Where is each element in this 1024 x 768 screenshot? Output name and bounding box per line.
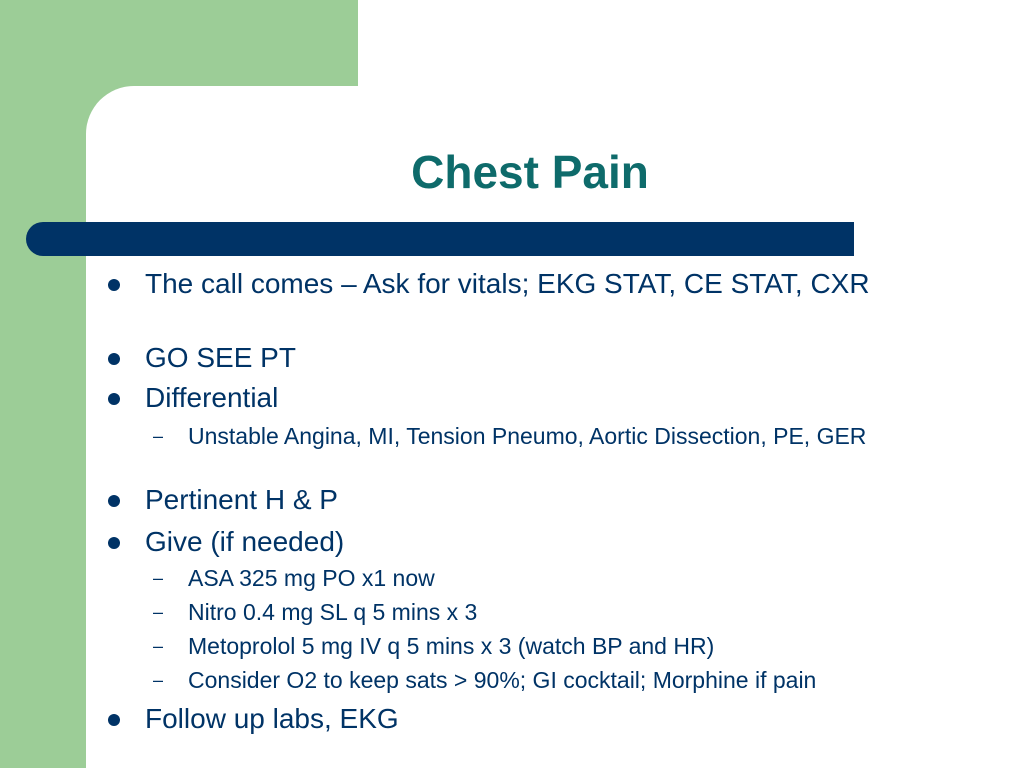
bullet-dot-icon — [108, 537, 120, 549]
bullet-dot-icon — [108, 714, 120, 726]
bullet-text: The call comes – Ask for vitals; EKG STAT, CE STAT, CXR — [145, 268, 870, 299]
sub-bullet-text: Metoprolol 5 mg IV q 5 mins x 3 (watch BP and HR) — [188, 633, 715, 659]
sub-bullet-text: Consider O2 to keep sats > 90%; GI cocktail; Morphine if pain — [188, 667, 817, 693]
sub-bullet-item — [153, 633, 988, 660]
bullet-dot-icon — [108, 393, 120, 405]
dash-icon: – — [153, 602, 164, 622]
bullet-text: Pertinent H & P — [145, 484, 338, 515]
bullet-text: Follow up labs, EKG — [145, 703, 399, 734]
bullet-dot-icon — [108, 353, 120, 365]
bullet-item — [145, 342, 975, 374]
dash-icon: – — [153, 426, 164, 446]
sub-bullet-text: Unstable Angina, MI, Tension Pneumo, Aortic Dissection, PE, GER — [188, 423, 867, 449]
bullet-text: GO SEE PT — [145, 342, 296, 373]
sub-bullet-item — [153, 667, 988, 694]
slide-title: Chest Pain — [411, 146, 649, 198]
sub-bullet-text: Nitro 0.4 mg SL q 5 mins x 3 — [188, 599, 478, 625]
bullet-text: Differential — [145, 382, 279, 413]
bullet-item — [145, 268, 975, 300]
dash-icon: – — [153, 568, 164, 588]
bullet-item — [145, 484, 975, 516]
sub-bullet-item — [153, 565, 988, 592]
bullet-item — [145, 703, 975, 735]
bullet-item — [145, 382, 975, 414]
bullet-text: Give (if needed) — [145, 526, 345, 557]
bullet-dot-icon — [108, 279, 120, 291]
dash-icon: – — [153, 636, 164, 656]
sub-bullet-text: ASA 325 mg PO x1 now — [188, 565, 435, 591]
dash-icon: – — [153, 670, 164, 690]
bullet-item — [145, 526, 975, 558]
sub-bullet-item — [153, 599, 988, 626]
sub-bullet-item — [153, 423, 988, 450]
bullet-dot-icon — [108, 495, 120, 507]
